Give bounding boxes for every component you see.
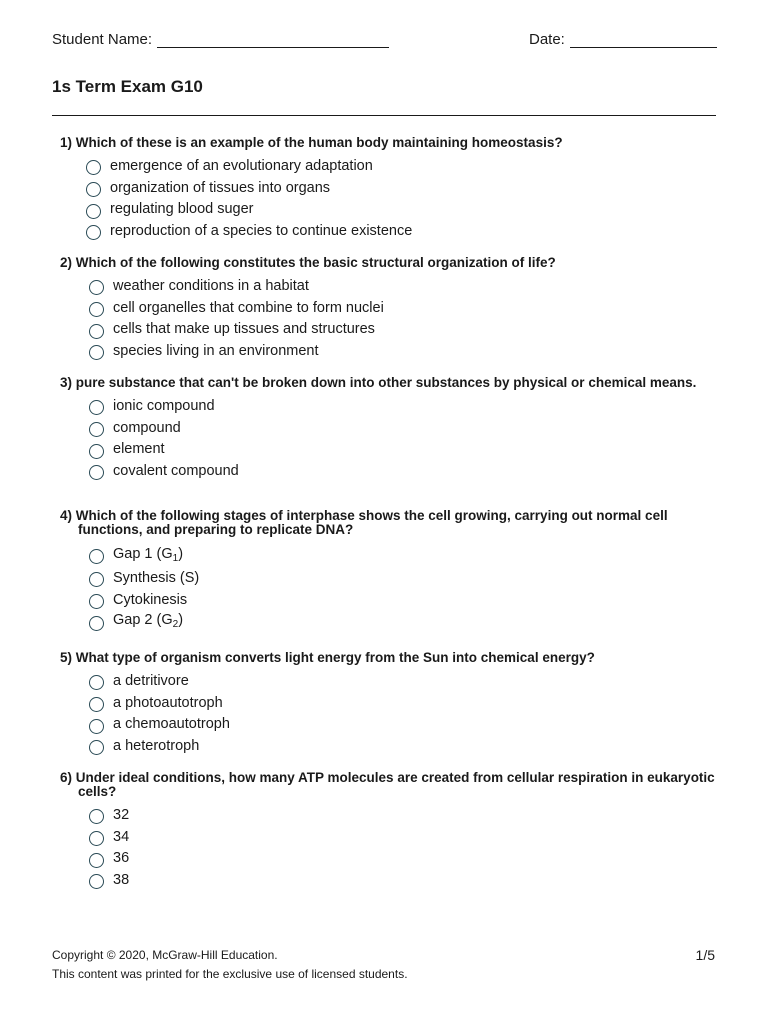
option-label: ionic compound [113,397,215,414]
radio-circle-icon[interactable] [89,280,104,295]
page-number: 1/5 [695,947,715,963]
option-2d[interactable] [60,340,720,362]
question-6 [60,771,720,891]
option-label: 36 [113,850,130,867]
date-line[interactable] [570,33,717,48]
radio-circle-icon[interactable] [89,719,104,734]
option-list [60,155,720,242]
option-label: regulating blood suger [110,201,254,218]
student-name-label: Student Name: [52,31,153,48]
question-3 [60,376,720,482]
radio-circle-icon[interactable] [89,302,104,317]
radio-circle-icon[interactable] [86,204,101,219]
question-text: 4) Which of the following stages of interphase shows the cell growing, carrying out normal cell functions, and preparing to replicate DNA? [60,508,668,537]
option-label: covalent compound [113,462,239,479]
question-2 [60,256,720,362]
radio-circle-icon[interactable] [89,809,104,824]
option-2a[interactable] [60,275,720,297]
radio-circle-icon[interactable] [89,740,104,755]
option-label: organization of tissues into organs [110,179,331,196]
option-label: species living in an environment [113,342,319,359]
footer-copyright: Copyright © 2020, McGraw-Hill Education. [52,948,278,962]
radio-circle-icon[interactable] [89,324,104,339]
radio-circle-icon[interactable] [89,400,104,415]
option-list [60,804,720,891]
footer-license-notice: This content was printed for the exclusive use of licensed students. [52,967,408,981]
option-4d[interactable] [60,610,720,632]
option-2b[interactable] [60,297,720,319]
question-text: 6) Under ideal conditions, how many ATP molecules are created from cellular respiration in eukaryotic cells? [60,770,715,799]
option-list [60,542,720,632]
student-name-field [52,31,389,48]
option-4a[interactable] [60,542,720,567]
date-field [529,31,717,48]
exam-title: 1s Term Exam G10 [52,77,203,96]
radio-circle-icon[interactable] [89,616,104,631]
option-label: emergence of an evolutionary adaptation [110,157,373,174]
radio-circle-icon[interactable] [89,697,104,712]
question-text: 5) What type of organism converts light energy from the Sun into chemical energy? [60,650,595,665]
option-label: 34 [113,828,130,845]
radio-circle-icon[interactable] [89,465,104,480]
radio-circle-icon[interactable] [86,182,101,197]
option-label: reproduction of a species to continue existence [110,222,413,239]
option-5b[interactable] [60,692,720,714]
option-label: Synthesis (S) [113,569,200,586]
option-label: Cytokinesis [113,591,188,608]
option-3c[interactable] [60,438,720,460]
option-label: Gap 1 $(G_1)$ [113,545,184,564]
radio-circle-icon[interactable] [86,160,101,175]
option-6d[interactable] [60,869,720,891]
option-label: compound [113,419,181,436]
question-1 [60,136,720,242]
option-label: element [113,441,165,458]
radio-circle-icon[interactable] [89,549,104,564]
option-1a[interactable] [60,155,720,177]
option-6b[interactable] [60,826,720,848]
option-6a[interactable] [60,804,720,826]
header-row [52,31,716,51]
question-4 [60,509,720,632]
radio-circle-icon[interactable] [89,444,104,459]
option-5a[interactable] [60,670,720,692]
option-label: cell organelles that combine to form nuclei [113,299,384,316]
radio-circle-icon[interactable] [89,831,104,846]
radio-circle-icon[interactable] [86,225,101,240]
option-3b[interactable] [60,417,720,439]
option-list [60,395,720,482]
option-6c[interactable] [60,847,720,869]
option-label: Gap 2 $(G_2)$ [113,612,184,631]
option-list [60,670,720,757]
option-label: 32 [113,806,130,823]
option-label: a chemoautotroph [113,716,230,733]
question-text: 3) pure substance that can't be broken down into other substances by physical or chemical means. [60,375,697,390]
radio-circle-icon[interactable] [89,422,104,437]
question-text: 2) Which of the following constitutes the basic structural organization of life? [60,255,556,270]
option-1d[interactable] [60,220,720,242]
question-text: 1) Which of these is an example of the human body maintaining homeostasis? [60,135,563,150]
option-5d[interactable] [60,735,720,757]
option-1b[interactable] [60,177,720,199]
option-5c[interactable] [60,713,720,735]
option-3d[interactable] [60,460,720,482]
radio-circle-icon[interactable] [89,874,104,889]
radio-circle-icon[interactable] [89,675,104,690]
option-label: a heterotroph [113,737,200,754]
option-2c[interactable] [60,318,720,340]
radio-circle-icon[interactable] [89,572,104,587]
radio-circle-icon[interactable] [89,345,104,360]
title-divider [52,115,716,116]
question-5 [60,651,720,757]
option-label: a photoautotroph [113,694,223,711]
option-label: cells that make up tissues and structures [113,321,375,338]
option-4c[interactable] [60,589,720,611]
radio-circle-icon[interactable] [89,853,104,868]
option-4b[interactable] [60,567,720,589]
option-3a[interactable] [60,395,720,417]
date-label: Date: [529,31,565,48]
radio-circle-icon[interactable] [89,594,104,609]
option-label: weather conditions in a habitat [113,277,309,294]
student-name-line[interactable] [157,33,389,48]
option-1c[interactable] [60,198,720,220]
option-label: 38 [113,871,130,888]
option-label: a detritivore [113,672,189,689]
option-list [60,275,720,362]
